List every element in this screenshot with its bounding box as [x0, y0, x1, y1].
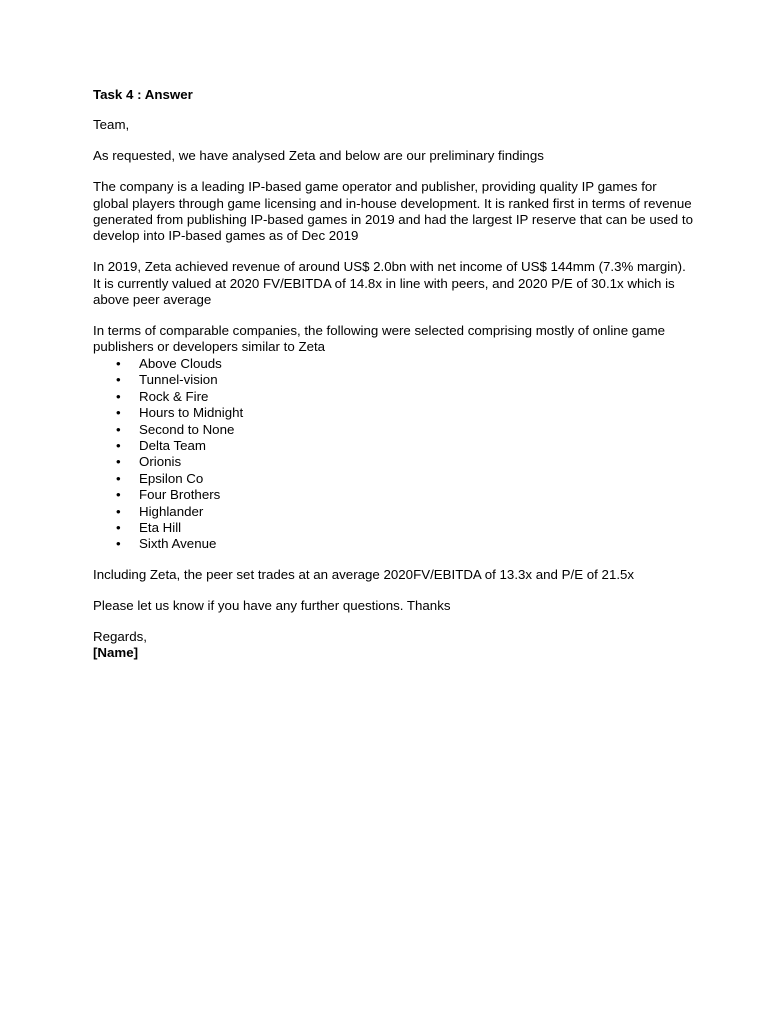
list-item [93, 405, 693, 421]
bullet: • [116, 437, 121, 453]
peer-name: Above Clouds [139, 355, 222, 371]
peer-name: Sixth Avenue [139, 536, 217, 552]
list-item [93, 504, 693, 520]
peer-name: Hours to Midnight [139, 405, 244, 421]
bullet: • [116, 355, 121, 371]
peer-name: Delta Team [139, 437, 207, 453]
intro-paragraph: As requested, we have analysed Zeta and below are our preliminary findings [93, 148, 544, 164]
list-item [93, 372, 693, 388]
peer-list [93, 356, 693, 553]
peer-name: Orionis [139, 454, 182, 470]
comparables-paragraph: In terms of comparable companies, the following were selected comprising mostly of online game publishers or developers similar to Zeta [93, 323, 666, 355]
bullet: • [116, 454, 121, 470]
list-item [93, 520, 693, 536]
bullet: • [116, 421, 121, 437]
list-item [93, 471, 693, 487]
peer-name: Second to None [139, 421, 235, 437]
list-item [93, 438, 693, 454]
bullet: • [116, 405, 121, 421]
list-item [93, 536, 693, 552]
peer-name: Four Brothers [139, 487, 221, 503]
list-item [93, 422, 693, 438]
bullet: • [116, 470, 121, 486]
bullet: • [116, 487, 121, 503]
company-paragraph: The company is a leading IP-based game operator and publisher, providing quality IP games for global players through game licensing and in-house development. It is ranked first in terms of revenue generated from publishing IP-based games in 2019 and had the largest IP reserve that can be used to develop into IP-based games as of Dec 2019 [93, 179, 693, 244]
greeting: Team, [93, 117, 130, 133]
bullet: • [116, 519, 121, 535]
bullet: • [116, 372, 121, 388]
list-item [93, 454, 693, 470]
peer-name: Eta Hill [139, 519, 182, 535]
peer-name: Epsilon Co [139, 470, 204, 486]
peer-name: Tunnel-vision [139, 372, 218, 388]
list-item [93, 356, 693, 372]
signature-name: [Name] [93, 645, 139, 661]
peer-name: Highlander [139, 503, 204, 519]
signoff: Regards, [93, 629, 147, 645]
document-body [93, 87, 693, 662]
bullet: • [116, 388, 121, 404]
closing-paragraph: Please let us know if you have any further questions. Thanks [93, 598, 451, 614]
list-item [93, 487, 693, 503]
bullet: • [116, 503, 121, 519]
financials-paragraph: In 2019, Zeta achieved revenue of around US$ 2.0bn with net income of US$ 144mm (7.3% margin). It is currently valued at 2020 FV/EBITDA of 14.8x in line with peers, and 2020 P/E of 30.1x which is above peer average [93, 259, 686, 308]
peer-name: Rock & Fire [139, 388, 209, 404]
task-heading: Task 4 : Answer [93, 87, 193, 102]
list-item [93, 389, 693, 405]
peer-average-paragraph: Including Zeta, the peer set trades at an average 2020FV/EBITDA of 13.3x and P/E of 21.5x [93, 567, 635, 583]
bullet: • [116, 536, 121, 552]
